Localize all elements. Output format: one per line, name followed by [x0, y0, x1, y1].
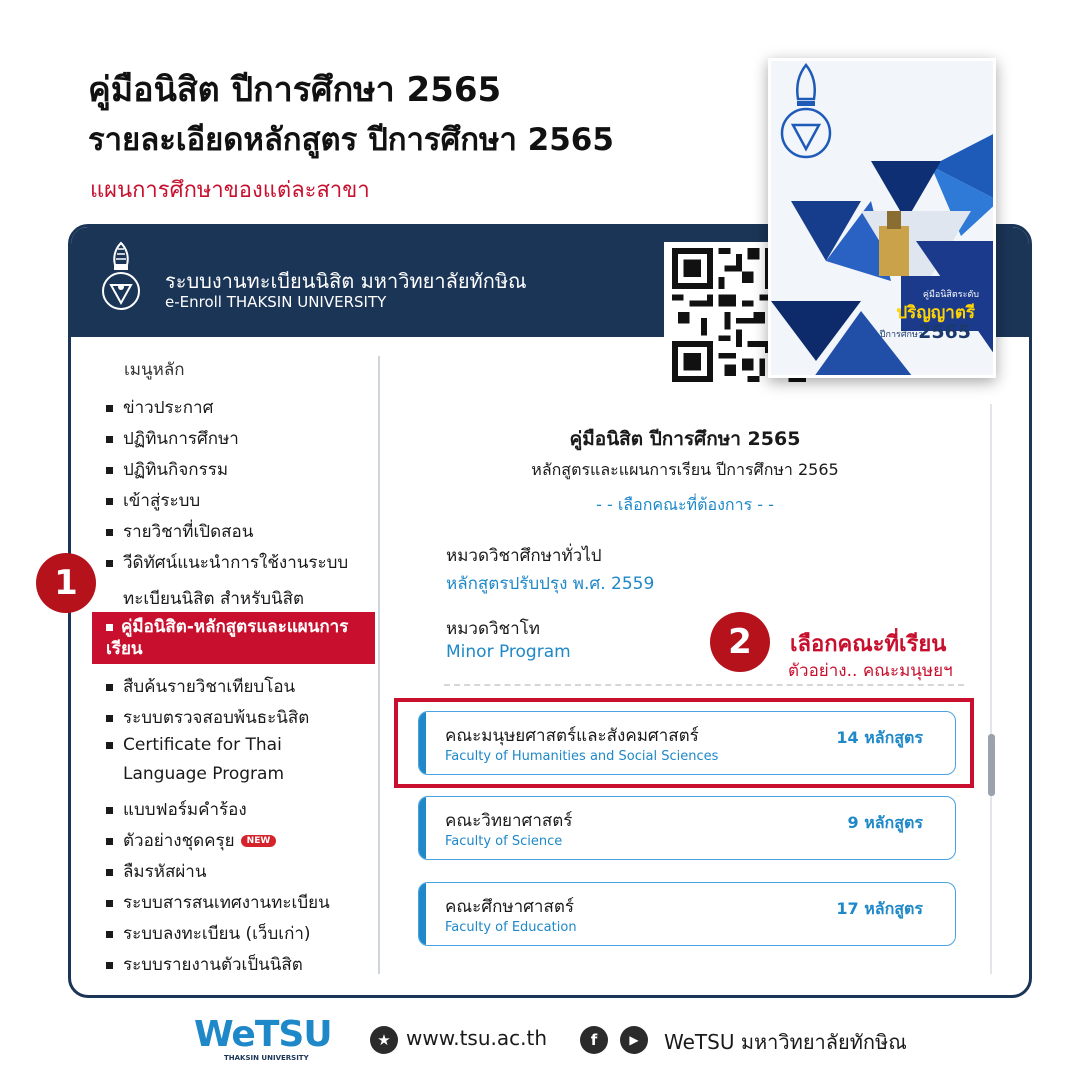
sidebar-item-registry-info-system[interactable]: [106, 889, 330, 916]
new-badge: NEW: [241, 835, 277, 847]
faculty-card-science[interactable]: [418, 796, 956, 860]
sidebar-item-student-handbook[interactable]: [92, 612, 375, 664]
sidebar-item-label-cont: ทะเบียนนิสิต สำหรับนิสิต: [123, 589, 305, 609]
sidebar-item-gown-example[interactable]: [106, 827, 276, 854]
faculty-name-en: Faculty of Science: [445, 834, 563, 849]
faculty-name-en: Faculty of Education: [445, 920, 577, 935]
hint-subtitle: ตัวอย่าง.. คณะมนุษยฯ: [788, 661, 953, 681]
sidebar-item-tutorial-video[interactable]: [106, 549, 348, 612]
university-emblem-icon: [99, 241, 143, 317]
header-title-th: ระบบงานทะเบียนนิสิต มหาวิทยาลัยทักษิณ: [165, 269, 527, 293]
sidebar-item-old-registration[interactable]: [106, 920, 311, 947]
sidebar-item-request-forms[interactable]: [106, 796, 247, 823]
logo-subtext: THAKSIN UNIVERSITY: [224, 1054, 309, 1062]
youtube-icon[interactable]: ▶: [620, 1026, 648, 1054]
faculty-name: คณะศึกษาศาสตร์: [445, 897, 574, 917]
sidebar-item-label: ข่าวประกาศ: [123, 398, 214, 418]
selection-highlight: [394, 698, 974, 788]
footer-social[interactable]: WeTSU มหาวิทยาลัยทักษิณ: [664, 1030, 907, 1054]
faculty-name: คณะวิทยาศาสตร์: [445, 811, 573, 831]
faculty-select-prompt[interactable]: - - เลือกคณะที่ต้องการ - -: [596, 495, 774, 514]
logo-text: WeTSU: [194, 1014, 332, 1055]
sidebar-item-label: Certificate for Thai: [123, 735, 282, 755]
sidebar-heading: เมนูหลัก: [124, 360, 185, 380]
scrollbar-thumb[interactable]: [988, 734, 995, 796]
hint-title: เลือกคณะที่เรียน: [790, 632, 947, 657]
step-two-badge: 2: [710, 612, 770, 672]
cover-level: ปริญญาตรี: [896, 303, 975, 323]
sidebar-item-label: ระบบลงทะเบียน (เว็บเก่า): [123, 924, 311, 944]
sidebar-item-label: ระบบรายงานตัวเป็นนิสิต: [123, 955, 303, 975]
handbook-cover: [768, 58, 996, 378]
sidebar-item-news[interactable]: [106, 394, 213, 421]
headline-tagline: แผนการศึกษาของแต่ละสาขา: [90, 178, 370, 203]
cover-year-label: ปีการศึกษา: [879, 330, 923, 340]
general-education-link[interactable]: หลักสูตรปรับปรุง พ.ศ. 2559: [446, 574, 655, 594]
faculty-count: 14 หลักสูตร: [836, 728, 923, 747]
sidebar-item-label-cont: Language Program: [123, 764, 285, 784]
sidebar-item-label: ปฏิทินกิจกรรม: [123, 460, 229, 480]
cover-year: 2565: [918, 321, 971, 343]
step-one-badge: 1: [36, 553, 96, 613]
sidebar-item-label: รายวิชาที่เปิดสอน: [123, 522, 254, 542]
card-accent: [419, 883, 426, 945]
wetsu-logo: [194, 1014, 344, 1066]
sidebar-item-login[interactable]: [106, 487, 200, 514]
sidebar-item-label: ระบบตรวจสอบพ้นธะนิสิต: [123, 708, 310, 728]
headline-subtitle: รายละเอียดหลักสูตร ปีการศึกษา 2565: [88, 122, 614, 158]
headline-title: คู่มือนิสิต ปีการศึกษา 2565: [88, 70, 502, 110]
sidebar-item-student-report[interactable]: [106, 951, 303, 978]
dashed-divider: [444, 684, 964, 686]
sidebar-item-activity-calendar[interactable]: [106, 456, 228, 483]
sidebar-item-label-cont: เรียน: [106, 639, 143, 659]
content-title: คู่มือนิสิต ปีการศึกษา 2565: [569, 428, 801, 450]
scrollbar-track[interactable]: [990, 404, 992, 974]
sidebar-item-academic-calendar[interactable]: [106, 425, 239, 452]
sidebar-item-label: คู่มือนิสิต-หลักสูตรและแผนการ: [121, 617, 349, 637]
sidebar-item-label: ปฏิทินการศึกษา: [123, 429, 239, 449]
footer-website[interactable]: www.tsu.ac.th: [406, 1026, 548, 1050]
sidebar-item-thai-certificate[interactable]: [106, 735, 284, 784]
facebook-icon[interactable]: f: [580, 1026, 608, 1054]
faculty-name-en: Faculty of Humanities and Social Sciences: [445, 749, 719, 764]
cover-level-small: คู่มือนิสิตระดับ: [922, 290, 979, 300]
content-subtitle: หลักสูตรและแผนการเรียน ปีการศึกษา 2565: [531, 460, 839, 479]
card-accent: [419, 797, 426, 859]
sidebar-item-label: ตัวอย่างชุดครุย: [123, 831, 235, 851]
sidebar-item-label: ลืมรหัสผ่าน: [123, 862, 207, 882]
sidebar-item-transfer-search[interactable]: [106, 673, 295, 700]
sidebar-item-label: วีดิทัศน์แนะนำการใช้งานระบบ: [123, 553, 349, 573]
sidebar-item-courses-offered[interactable]: [106, 518, 253, 545]
minor-program-link[interactable]: Minor Program: [446, 642, 571, 662]
sidebar-item-label: ระบบสารสนเทศงานทะเบียน: [123, 893, 330, 913]
sidebar-item-status-check[interactable]: [106, 704, 309, 731]
sidebar-item-label: แบบฟอร์มคำร้อง: [123, 800, 247, 820]
cover-emblem-icon: [771, 61, 841, 171]
minor-label: หมวดวิชาโท: [446, 619, 540, 639]
faculty-name: คณะมนุษยศาสตร์และสังคมศาสตร์: [445, 726, 699, 746]
star-icon: ★: [370, 1026, 398, 1054]
header-title-en: e-Enroll THAKSIN UNIVERSITY: [165, 293, 387, 311]
sidebar-item-forgot-password[interactable]: [106, 858, 206, 885]
sidebar-item-label: สืบค้นรายวิชาเทียบโอน: [123, 677, 296, 697]
faculty-card-education[interactable]: [418, 882, 956, 946]
faculty-count: 17 หลักสูตร: [836, 899, 923, 918]
faculty-count: 9 หลักสูตร: [847, 813, 923, 832]
general-education-label: หมวดวิชาศึกษาทั่วไป: [446, 546, 602, 566]
sidebar-item-label: เข้าสู่ระบบ: [123, 491, 201, 511]
